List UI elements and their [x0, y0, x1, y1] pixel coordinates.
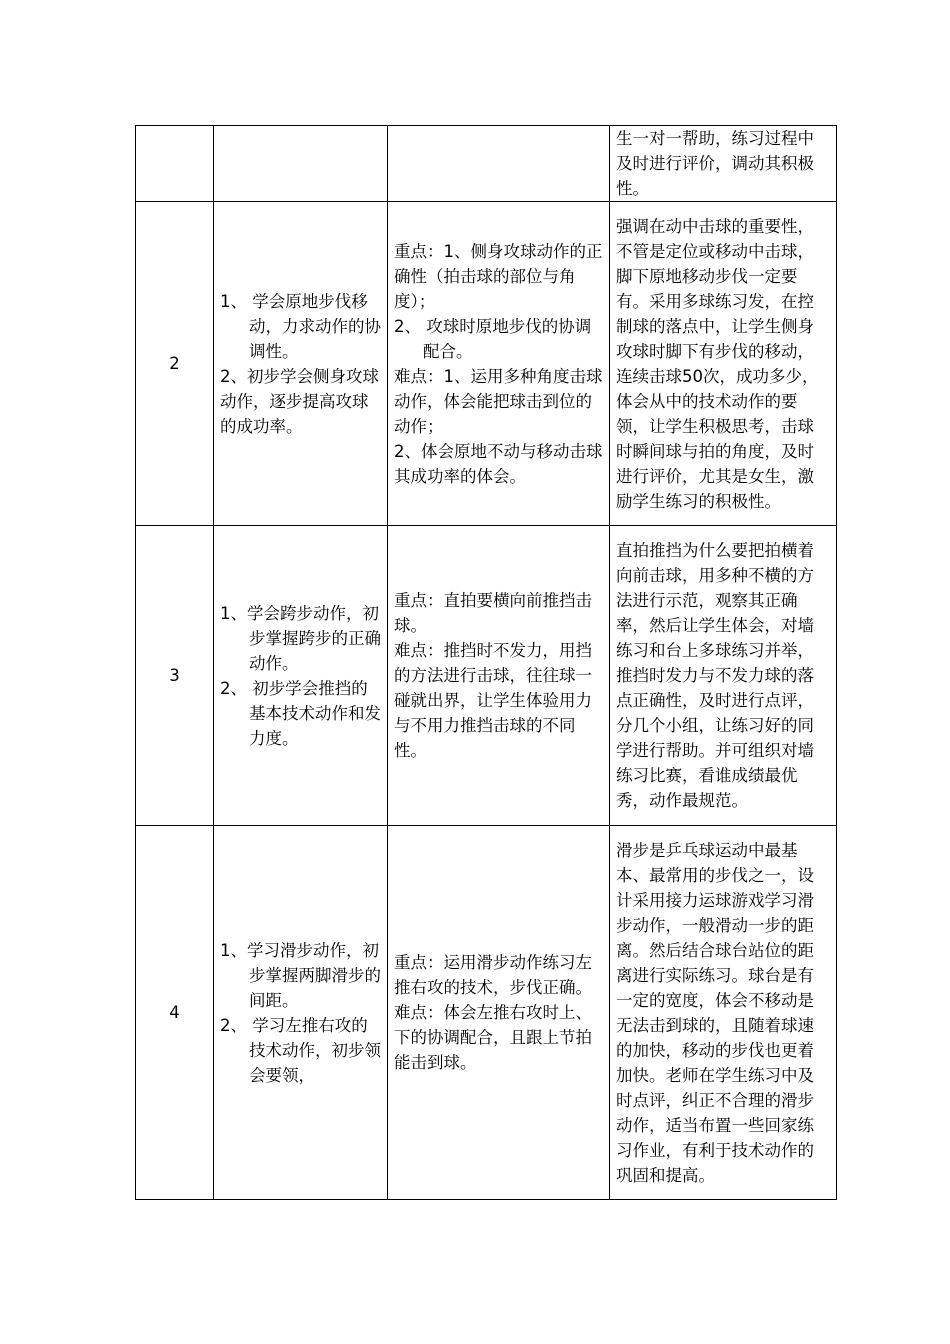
- method-cell: 强调在动中击球的重要性，不管是定位或移动中击球，脚下原地移动步伐一定要有。采用多球练习发，在控制球的落点中，让学生侧身攻球时脚下有步伐的移动，连续击球50次，成功多少，体会从中的技术动作的要领，让学生积极思考，击球时瞬间球与拍的角度，及时进行评价，尤其是女生，激励学生练习的积极性。: [610, 202, 837, 526]
- key-point-item: 2、体会原地不动与移动击球其成功率的体会。: [394, 441, 603, 486]
- goals-cell: [214, 202, 388, 526]
- table-row: [136, 826, 837, 1200]
- lesson-number-cell: 4: [136, 826, 214, 1200]
- method-cell: 直拍推挡为什么要把拍横着向前击球，用多种不横的方法进行示范，观察其正确率，然后让学生体会，对墙练习和台上多球练习并举，推挡时发力与不发力球的落点正确性，及时进行点评，分几个小组，让练习好的同学进行帮助。并可组织对墙练习比赛，看谁成绩最优秀，动作最规范。: [610, 526, 837, 826]
- key-points-cell: [388, 202, 610, 526]
- goal-item: 1、学会跨步动作，初步掌握跨步的正确动作。: [220, 603, 381, 673]
- goals-cell: [214, 126, 388, 202]
- goal-item: 2、初步学会侧身攻球动作，逐步提高攻球的成功率。: [220, 366, 379, 436]
- key-points-cell: [388, 826, 610, 1200]
- table-row: [136, 526, 837, 826]
- table-row: [136, 202, 837, 526]
- goal-item: 2、 学习左推右攻的技术动作，初步领会要领，: [220, 1015, 381, 1085]
- method-cell: 生一对一帮助，练习过程中及时进行评价，调动其积极性。: [610, 126, 837, 202]
- key-point-item: 2、 攻球时原地步伐的协调配合。: [394, 316, 592, 361]
- key-point-item: 难点：体会左推右攻时上、下的协调配合，且跟上节拍能击到球。: [394, 1003, 592, 1072]
- goal-item: 2、 初步学会推挡的基本技术动作和发力度。: [220, 678, 381, 748]
- method-cell: 滑步是乒乓球运动中最基本、最常用的步伐之一，设计采用接力运球游戏学习滑步动作，一般滑动一步的距离。然后结合球台站位的距离进行实际练习。球台是有一定的宽度，体会不移动是无法击到球的，且随着球速的加快，移动的步伐也更着加快。老师在学生练习中及时点评，纠正不合理的滑步动作，适当布置一些回家练习作业，有利于技术动作的巩固和提高。: [610, 826, 837, 1200]
- table-row: [136, 126, 837, 202]
- goal-item: 1、学习滑步动作，初步掌握两脚滑步的间距。: [220, 940, 381, 1010]
- lesson-number-cell: 3: [136, 526, 214, 826]
- goal-item: 1、 学会原地步伐移动，力求动作的协调性。: [220, 291, 381, 361]
- lesson-number-cell: [136, 126, 214, 202]
- key-points-cell: [388, 126, 610, 202]
- key-points-cell: [388, 526, 610, 826]
- lesson-plan-table: [135, 125, 837, 1200]
- lesson-number-cell: 2: [136, 202, 214, 526]
- key-point-item: 难点：推挡时不发力，用挡的方法进行击球，往往球一碰就出界，让学生体验用力与不用力推挡击球的不同性。: [394, 641, 592, 760]
- key-point-item: 重点：运用滑步动作练习左推右攻的技术，步伐正确。: [394, 953, 592, 997]
- goals-cell: [214, 526, 388, 826]
- key-point-item: 难点：1、运用多种角度击球动作，体会能把球击到位的动作；: [394, 366, 603, 436]
- goals-cell: [214, 826, 388, 1200]
- key-point-item: 重点：1、侧身攻球动作的正确性（拍击球的部位与角度）；: [394, 241, 603, 311]
- key-point-item: 重点：直拍要横向前推挡击球。: [394, 591, 592, 635]
